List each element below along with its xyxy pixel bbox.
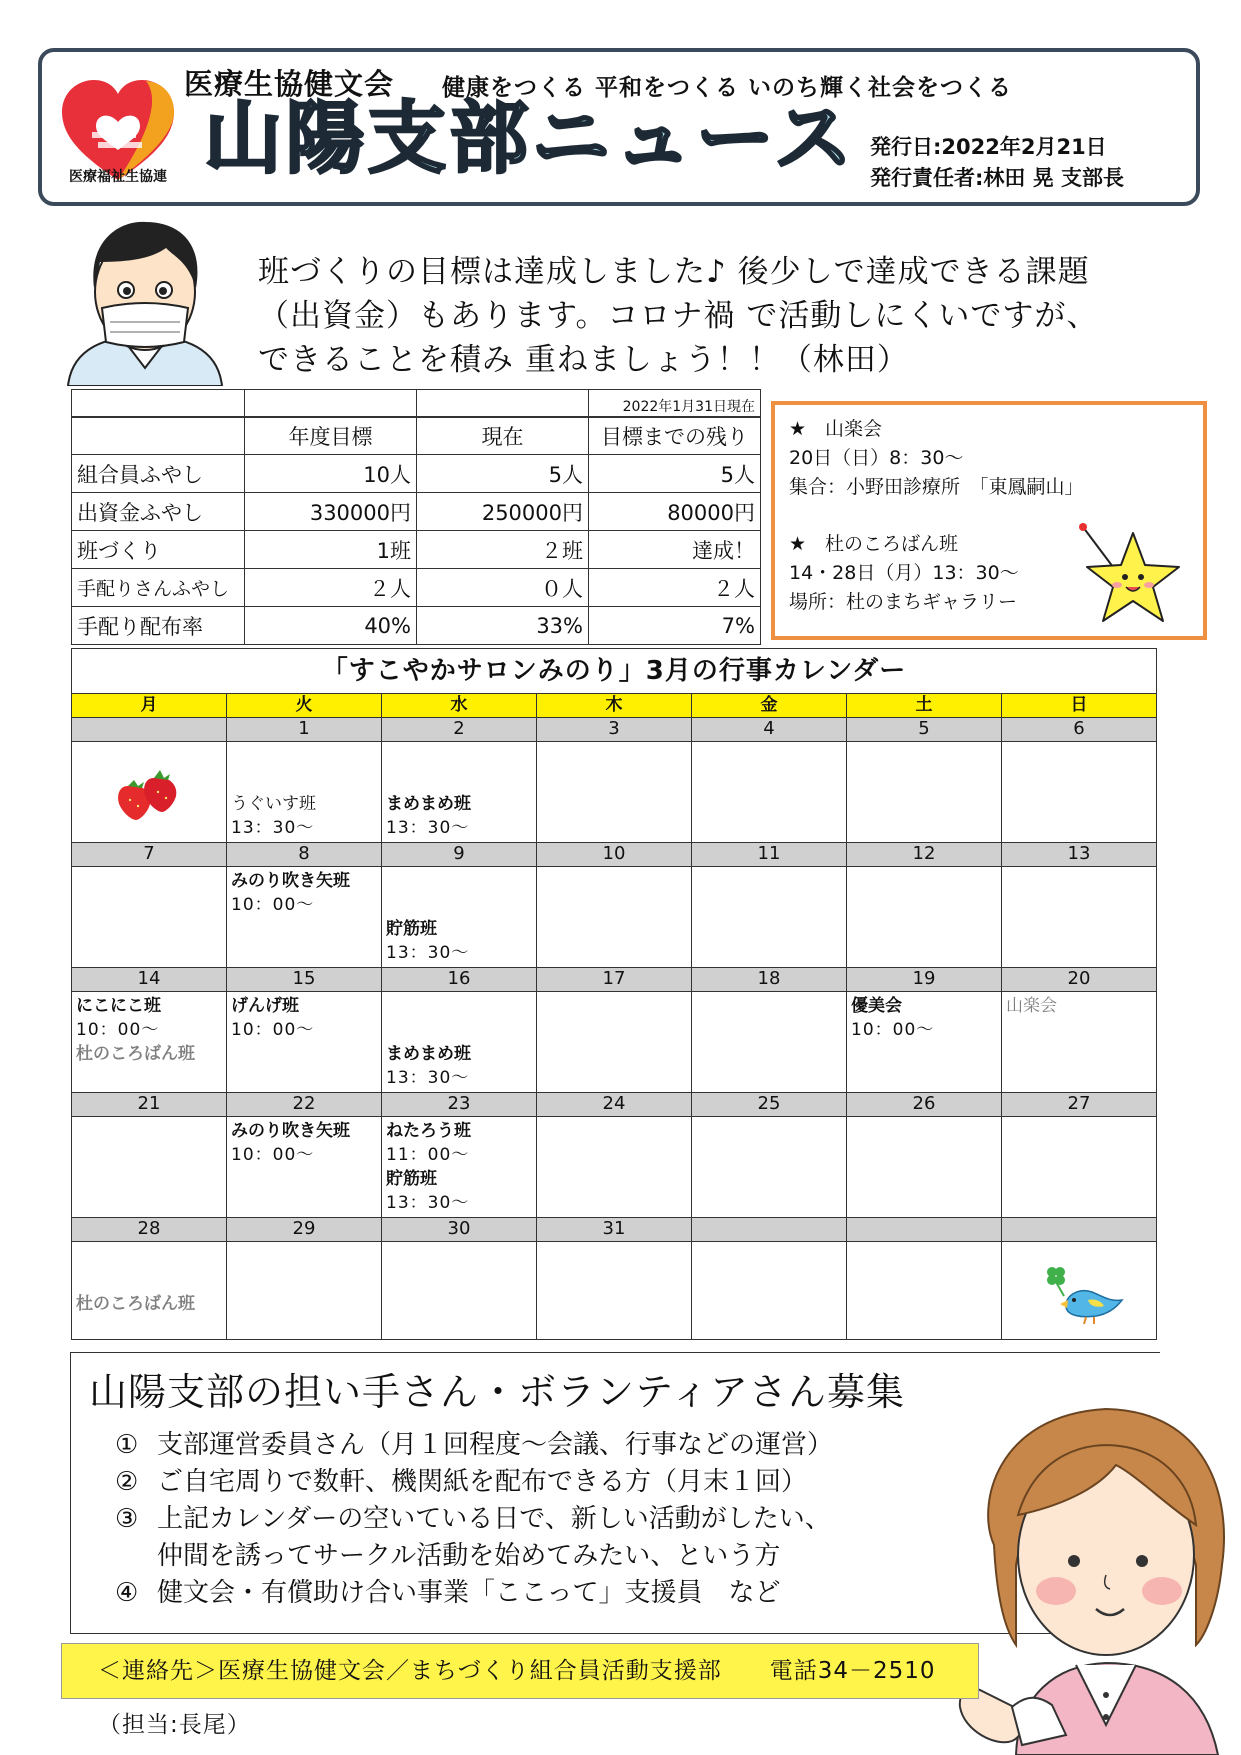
event-name: 貯筋班 <box>386 1169 437 1189</box>
goals-header-cell <box>72 417 245 455</box>
event-detail: 場所：杜のまちギャラリー <box>789 591 1018 613</box>
event-name: うぐいす班 <box>231 794 316 814</box>
event-time: 10：00～ <box>231 1020 315 1040</box>
date-cell: 7 <box>72 843 227 867</box>
day-cell <box>692 1117 847 1218</box>
weekday-header: 木 <box>537 694 692 718</box>
date-cell: 28 <box>72 1218 227 1242</box>
date-cell: 13 <box>1002 843 1157 867</box>
event-time: 13：30～ <box>386 943 470 963</box>
event-time: 13：30～ <box>386 1193 470 1213</box>
newsletter-title: 山陽支部ニュース <box>204 94 857 184</box>
date-cell: 20 <box>1002 968 1157 992</box>
day-cell <box>72 1117 227 1218</box>
list-text: 支部運営委員さん（月１回程度～会議、行事などの運営） <box>157 1430 834 1460</box>
message-line: （出資金）もあります。コロナ禍 で活動しにくいですが、 <box>258 298 1099 334</box>
day-cell <box>227 742 382 843</box>
date-cell: 11 <box>692 843 847 867</box>
event-row <box>72 992 1157 1093</box>
date-cell: 1 <box>227 718 382 742</box>
date-cell: 2 <box>382 718 537 742</box>
day-cell <box>72 992 227 1093</box>
day-cell <box>1002 1117 1157 1218</box>
goal-target: 330000円 <box>245 493 417 531</box>
issue-date: 発行日:2022年2月21日 <box>870 135 1107 159</box>
day-cell <box>537 992 692 1093</box>
event-detail: 20日（日）8：30～ <box>789 447 964 469</box>
date-cell: 25 <box>692 1093 847 1117</box>
event-name: ねたろう班 <box>386 1121 471 1141</box>
day-cell <box>227 1117 382 1218</box>
goal-target: 40% <box>245 607 417 645</box>
masked-man-illustration <box>66 218 224 386</box>
goals-header-cell: 現在 <box>417 417 589 455</box>
day-cell <box>227 992 382 1093</box>
event-name: 貯筋班 <box>386 919 437 939</box>
goal-remaining: ２人 <box>589 569 761 607</box>
date-row <box>72 1093 1157 1117</box>
day-cell <box>227 867 382 968</box>
day-cell <box>1002 992 1157 1093</box>
date-cell: 31 <box>537 1218 692 1242</box>
weekday-header: 土 <box>847 694 1002 718</box>
slogan: 健康をつくる 平和をつくる いのち輝く社会をつくる <box>442 75 1013 101</box>
date-cell: 3 <box>537 718 692 742</box>
list-item <box>115 1501 833 1575</box>
list-text: 上記カレンダーの空いている日で、新しい活動がしたい、 <box>157 1504 831 1534</box>
message-line: 班づくりの目標は達成しました♪ 後少しで達成できる課題 <box>258 254 1090 290</box>
weekday-header: 月 <box>72 694 227 718</box>
date-cell: 24 <box>537 1093 692 1117</box>
goals-header-cell: 目標までの残り <box>589 417 761 455</box>
goals-header-cell: 年度目標 <box>245 417 417 455</box>
event-time: 10：00～ <box>231 1145 315 1165</box>
day-cell <box>847 867 1002 968</box>
date-cell: 19 <box>847 968 1002 992</box>
day-cell <box>72 867 227 968</box>
list-text-continued: 仲間を誘ってサークル活動を始めてみたい、という方 <box>157 1541 781 1571</box>
date-cell: 27 <box>1002 1093 1157 1117</box>
list-number: ③ <box>115 1504 139 1534</box>
date-cell: 15 <box>227 968 382 992</box>
day-cell <box>692 992 847 1093</box>
event-calendar <box>71 693 1157 1340</box>
date-cell: 18 <box>692 968 847 992</box>
volunteer-list <box>115 1427 833 1612</box>
date-cell <box>1002 1218 1157 1242</box>
day-cell <box>227 1242 382 1340</box>
date-cell: 16 <box>382 968 537 992</box>
as-of-date: 2022年1月31日現在 <box>589 390 761 417</box>
day-cell <box>537 867 692 968</box>
goal-current: 33% <box>417 607 589 645</box>
day-cell <box>692 1242 847 1340</box>
day-cell <box>72 1242 227 1340</box>
day-cell <box>847 992 1002 1093</box>
goal-target: 1班 <box>245 531 417 569</box>
day-cell <box>382 867 537 968</box>
event-time: 10：00～ <box>76 1020 160 1040</box>
day-cell <box>1002 1242 1157 1340</box>
day-cell <box>537 742 692 843</box>
goal-remaining: 80000円 <box>589 493 761 531</box>
day-cell <box>72 742 227 843</box>
weekday-header: 水 <box>382 694 537 718</box>
bluebird-clover-icon <box>1040 1260 1132 1332</box>
contact-bar: ＜連絡先＞医療生協健文会／まちづくり組合員活動支援部 電話34－2510（担当:長尾） <box>61 1643 979 1699</box>
event-title: ★ 山楽会 <box>789 418 883 440</box>
day-cell <box>692 742 847 843</box>
logo-caption: 医療福祉生協連 <box>69 169 167 185</box>
date-cell: 29 <box>227 1218 382 1242</box>
event-name: みのり吹き矢班 <box>231 1121 350 1141</box>
event-time: 10：00～ <box>851 1020 935 1040</box>
table-row <box>72 607 761 645</box>
list-number: ② <box>115 1467 139 1497</box>
goal-current: ２班 <box>417 531 589 569</box>
date-cell: 30 <box>382 1218 537 1242</box>
org-name: 医療生協健文会 <box>184 67 395 101</box>
list-item <box>115 1464 833 1501</box>
event-time: 13：30～ <box>231 818 315 838</box>
calendar-title: 「すこやかサロンみのり」3月の行事カレンダー <box>71 648 1157 693</box>
goal-current: ０人 <box>417 569 589 607</box>
date-row <box>72 843 1157 867</box>
table-row <box>72 569 761 607</box>
goals-table-top-row <box>72 390 761 417</box>
branch-message <box>258 250 1178 382</box>
issuer: 発行責任者:林田 晃 支部長 <box>870 166 1125 190</box>
day-cell <box>1002 742 1157 843</box>
list-item <box>115 1575 833 1612</box>
list-text: 健文会・有償助け合い事業「ここって」支援員 など <box>157 1578 781 1608</box>
goals-table <box>71 389 761 645</box>
day-cell <box>847 1117 1002 1218</box>
date-cell: 14 <box>72 968 227 992</box>
day-cell <box>382 1117 537 1218</box>
date-cell: 5 <box>847 718 1002 742</box>
date-cell: 10 <box>537 843 692 867</box>
event-name: まめまめ班 <box>386 1044 471 1064</box>
star-character-icon <box>1073 521 1185 631</box>
event-name: 優美会 <box>851 996 902 1016</box>
event-row <box>72 867 1157 968</box>
day-cell <box>382 742 537 843</box>
goal-label: 出資金ふやし <box>72 493 245 531</box>
event-name: 杜のころばん班 <box>76 1294 195 1314</box>
day-cell <box>537 1242 692 1340</box>
goal-remaining: 達成！ <box>589 531 761 569</box>
date-cell: 8 <box>227 843 382 867</box>
event-detail: 集合：小野田診療所 「東鳳嗣山」 <box>789 476 1084 498</box>
event-row <box>72 1242 1157 1340</box>
goal-label: 手配りさんふやし <box>72 569 245 607</box>
table-row <box>72 493 761 531</box>
newsletter-header <box>38 48 1200 206</box>
date-cell <box>692 1218 847 1242</box>
goal-current: 250000円 <box>417 493 589 531</box>
table-row <box>72 531 761 569</box>
goal-label: 組合員ふやし <box>72 455 245 493</box>
event-name: まめまめ班 <box>386 794 471 814</box>
goals-header-row <box>72 417 761 455</box>
weekday-row <box>72 694 1157 718</box>
goal-remaining: 7% <box>589 607 761 645</box>
woman-guide-illustration <box>956 1395 1241 1755</box>
volunteer-title: 山陽支部の担い手さん・ボランティアさん募集 <box>89 1370 905 1414</box>
list-number: ④ <box>115 1578 139 1608</box>
event-name: にこにこ班 <box>76 996 161 1016</box>
event-name: 山楽会 <box>1006 996 1057 1016</box>
date-cell <box>847 1218 1002 1242</box>
list-item <box>115 1427 833 1464</box>
date-row <box>72 718 1157 742</box>
day-cell <box>847 1242 1002 1340</box>
weekday-header: 火 <box>227 694 382 718</box>
message-line: できることを積み 重ねましょう！！（林田） <box>258 342 909 378</box>
date-cell: 4 <box>692 718 847 742</box>
table-row <box>72 455 761 493</box>
goal-current: 5人 <box>417 455 589 493</box>
date-cell: 21 <box>72 1093 227 1117</box>
event-name: みのり吹き矢班 <box>231 871 350 891</box>
date-cell: 23 <box>382 1093 537 1117</box>
events-box <box>771 401 1207 640</box>
date-cell: 22 <box>227 1093 382 1117</box>
goal-target: 10人 <box>245 455 417 493</box>
date-cell <box>72 718 227 742</box>
event-time: 10：00～ <box>231 895 315 915</box>
event-title: ★ 杜のころばん班 <box>789 533 959 555</box>
event-time: 13：30～ <box>386 1068 470 1088</box>
event-name: 杜のころばん班 <box>76 1044 195 1064</box>
list-text: ご自宅周りで数軒、機関紙を配布できる方（月末１回） <box>157 1467 808 1497</box>
date-cell: 12 <box>847 843 1002 867</box>
day-cell <box>382 992 537 1093</box>
event-detail: 14・28日（月）13：30～ <box>789 562 1019 584</box>
date-row <box>72 968 1157 992</box>
date-row <box>72 1218 1157 1242</box>
strawberry-icon <box>114 764 184 824</box>
goal-target: ２人 <box>245 569 417 607</box>
date-cell: 9 <box>382 843 537 867</box>
event-time: 13：30～ <box>386 818 470 838</box>
date-cell: 6 <box>1002 718 1157 742</box>
day-cell <box>382 1242 537 1340</box>
event-name: げんげ班 <box>231 996 299 1016</box>
date-cell: 26 <box>847 1093 1002 1117</box>
goal-label: 手配り配布率 <box>72 607 245 645</box>
day-cell <box>537 1117 692 1218</box>
day-cell <box>1002 867 1157 968</box>
day-cell <box>847 742 1002 843</box>
event-row <box>72 1117 1157 1218</box>
day-cell <box>692 867 847 968</box>
list-number: ① <box>115 1430 139 1460</box>
event-time: 11：00～ <box>386 1145 470 1165</box>
date-cell: 17 <box>537 968 692 992</box>
goal-label: 班づくり <box>72 531 245 569</box>
event-row <box>72 742 1157 843</box>
weekday-header: 日 <box>1002 694 1157 718</box>
weekday-header: 金 <box>692 694 847 718</box>
goal-remaining: 5人 <box>589 455 761 493</box>
